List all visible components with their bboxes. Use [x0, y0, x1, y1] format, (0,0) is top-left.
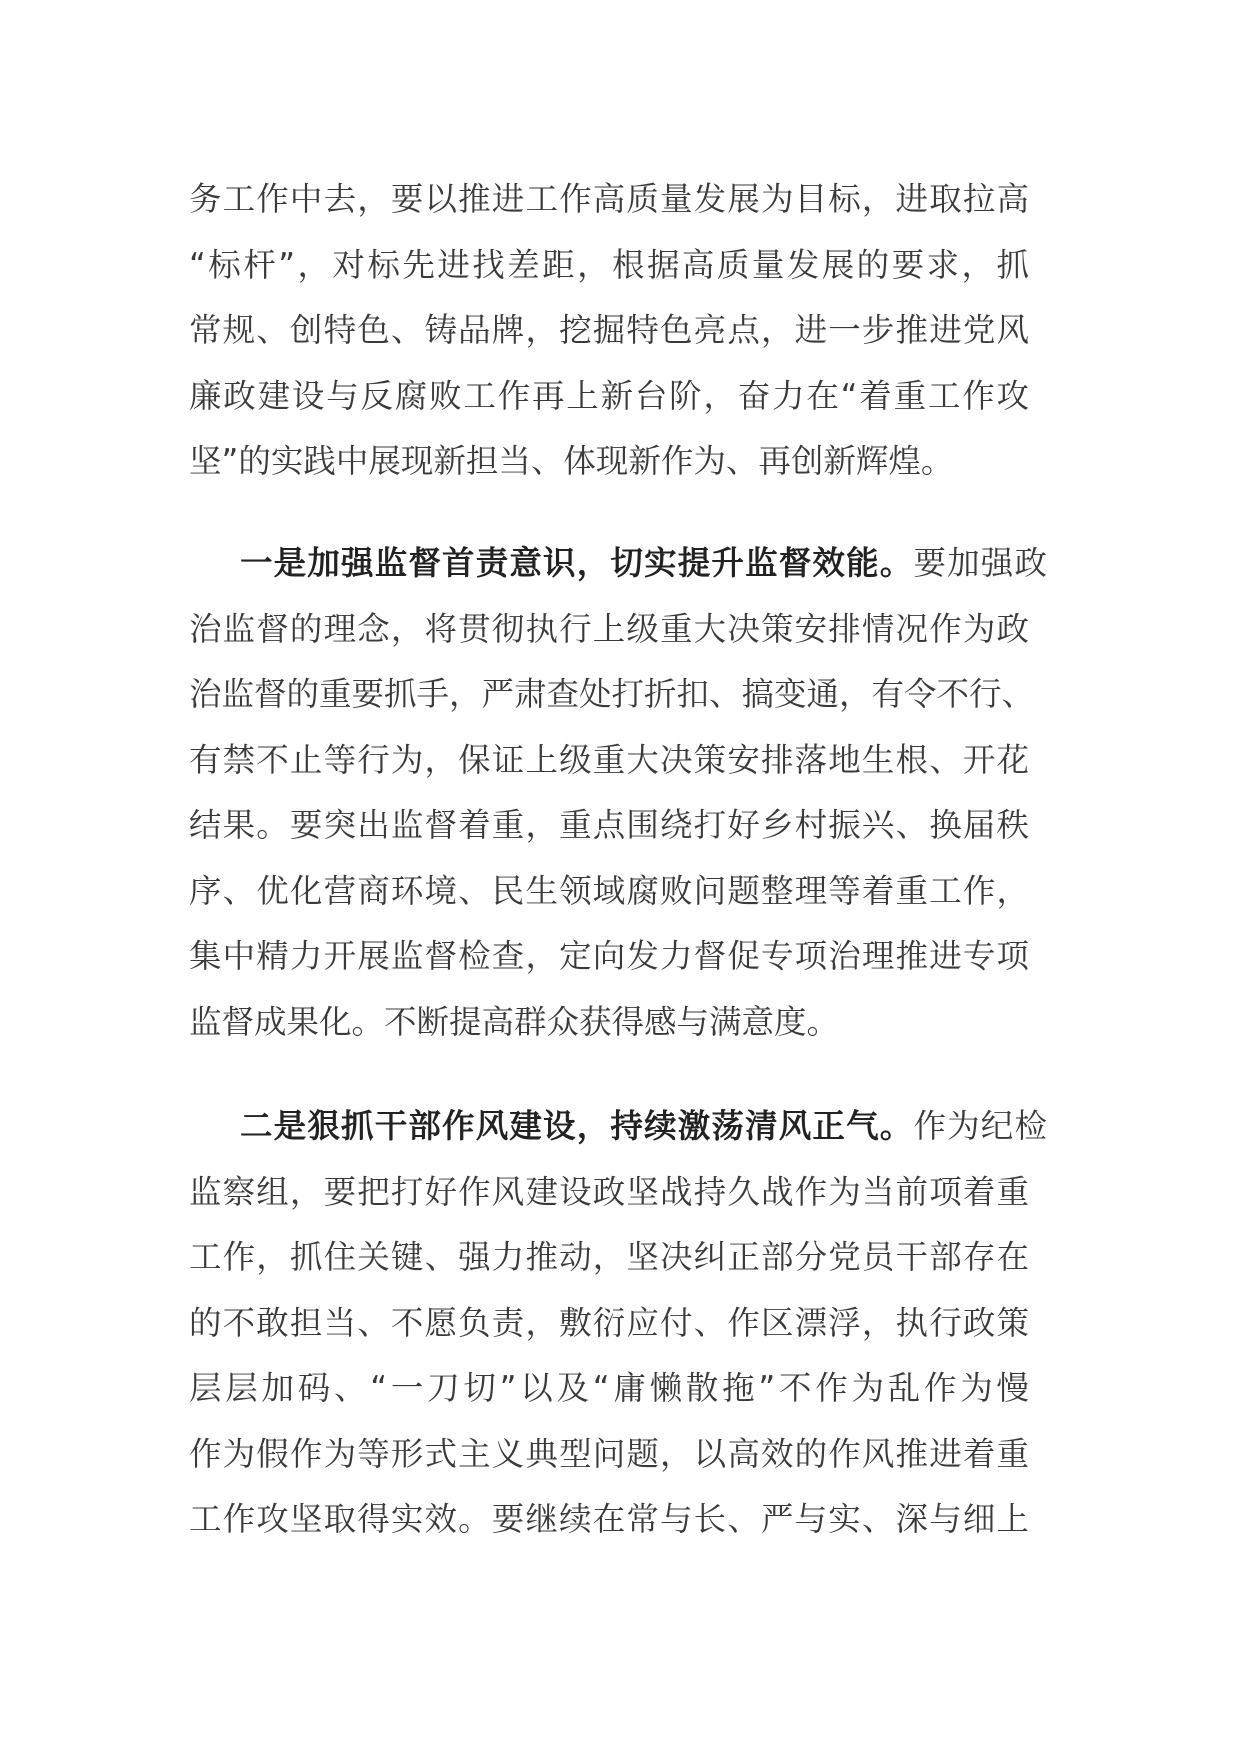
text-line — [189, 167, 1029, 233]
text-line — [240, 531, 1047, 597]
text-line — [189, 990, 1029, 1056]
text-line — [240, 1094, 1047, 1160]
text-line — [189, 1422, 1029, 1488]
text-line — [189, 1160, 1029, 1226]
text-line — [189, 793, 1029, 859]
text-line — [189, 662, 1035, 728]
line-text: 工作攻坚取得实效。要继续在常与长、严与实、深与细上 — [189, 1500, 1029, 1538]
text-line — [189, 1225, 1029, 1291]
line-text: 序、优化营商环境、民生领域腐败问题整理等着重工作， — [189, 871, 1029, 910]
line-text: 工作，抓住关键、强力推动，坚决纠正部分党员干部存在 — [189, 1238, 1029, 1276]
text-line — [189, 597, 1029, 663]
line-text: 要加强政 — [913, 544, 1047, 582]
text-line — [189, 298, 1029, 364]
text-line — [189, 1291, 1029, 1357]
line-text: 治监督的理念，将贯彻执行上级重大决策安排情况作为政 — [189, 609, 1029, 648]
line-text: 作为假作为等形式主义典型问题，以高效的作风推进着重 — [189, 1434, 1029, 1473]
line-text: 坚”的实践中展现新担当、体现新作为、再创新辉煌。 — [189, 442, 954, 480]
line-text: 层层加码、“一刀切”以及“庸懒散拖”不作为乱作为慢 — [189, 1369, 1029, 1407]
line-text: 常规、创特色、铸品牌，挖掘特色亮点，进一步推进党风 — [189, 311, 1029, 349]
paragraph-1 — [189, 167, 1029, 495]
text-line — [189, 429, 1029, 495]
text-line — [189, 233, 1029, 299]
line-text: 廉政建设与反腐败工作再上新台阶，奋力在“着重工作攻 — [189, 376, 1029, 415]
text-line — [189, 859, 1029, 925]
text-line — [189, 364, 1029, 430]
line-text: 治监督的重要抓手，严肃查处打折扣、搞变通，有令不行、 — [189, 675, 1035, 713]
line-text: 的不敢担当、不愿负责，敷衍应付、作区漂浮，执行政策 — [189, 1303, 1029, 1342]
line-text: 结果。要突出监督着重，重点围绕打好乡村振兴、换届秩 — [189, 806, 1029, 844]
paragraph-3 — [189, 1094, 1047, 1553]
line-text: 集中精力开展监督检查，定向发力督促专项治理推进专项 — [189, 937, 1029, 975]
line-text: 作为纪检 — [913, 1107, 1047, 1145]
section-heading: 二是狠抓干部作风建设，持续激荡清风正气。 — [240, 1107, 914, 1145]
text-line — [189, 1487, 1029, 1553]
line-text: 监察组，要把打好作风建设政坚战持久战作为当前项着重 — [189, 1172, 1029, 1211]
line-text: 监督成果化。不断提高群众获得感与满意度。 — [189, 1002, 840, 1041]
line-text: “标杆”，对标先进找差距，根据高质量发展的要求，抓 — [189, 245, 1029, 284]
paragraph-2 — [189, 531, 1047, 1055]
section-heading: 一是加强监督首责意识，切实提升监督效能。 — [240, 544, 914, 582]
text-line — [189, 1356, 1029, 1422]
text-line — [189, 728, 1029, 794]
line-text: 务工作中去，要以推进工作高质量发展为目标，进取拉高 — [189, 180, 1029, 218]
line-text: 有禁不止等行为，保证上级重大决策安排落地生根、开花 — [189, 740, 1029, 779]
text-line — [189, 924, 1029, 990]
